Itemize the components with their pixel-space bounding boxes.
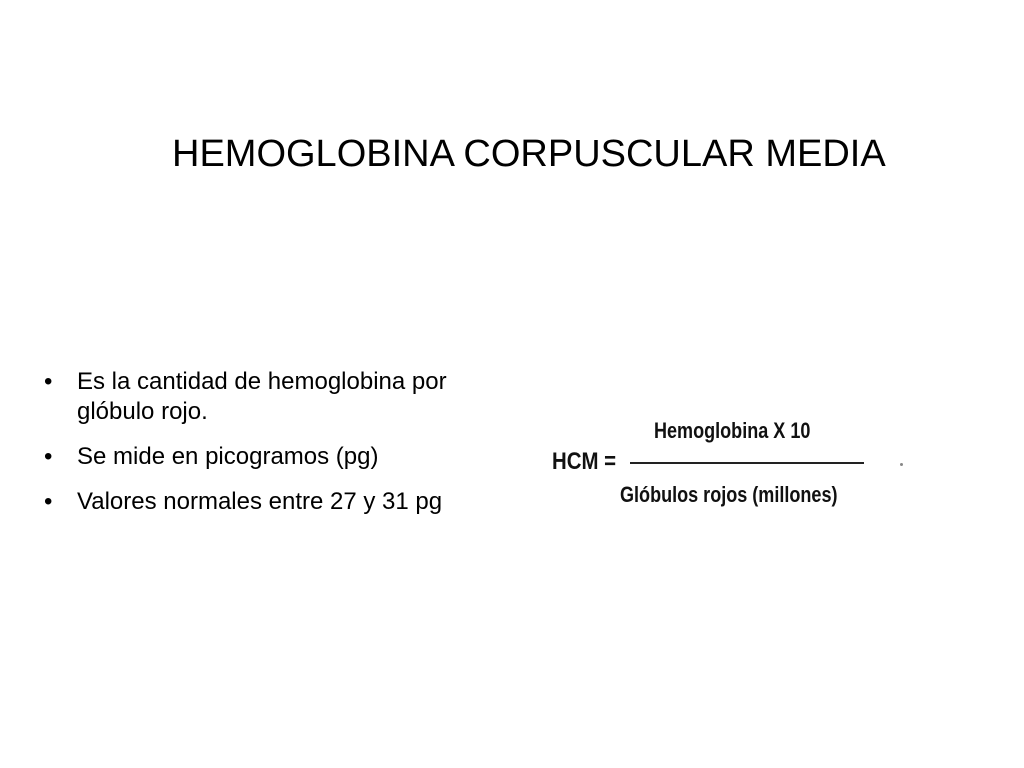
bullet-icon: •: [44, 443, 53, 470]
slide-title: HEMOGLOBINA CORPUSCULAR MEDIA: [172, 133, 886, 175]
bullet-text: Valores normales entre 27 y 31 pg: [77, 488, 443, 515]
formula-denominator: Glóbulos rojos (millones): [620, 482, 838, 507]
bullet-item: [32, 367, 512, 427]
hcm-formula-image: [542, 405, 912, 515]
fraction-bar: [630, 462, 864, 464]
bullet-item: [32, 487, 512, 517]
formula-numerator: Hemoglobina X 10: [654, 418, 811, 443]
bullet-list: [32, 367, 512, 532]
formula-lhs: HCM =: [552, 448, 617, 475]
bullet-item: [32, 442, 512, 472]
bullet-icon: •: [44, 368, 53, 395]
bullet-text: Es la cantidad de hemoglobina por glóbulo rojo.: [77, 368, 447, 425]
bullet-icon: •: [44, 488, 53, 515]
bullet-text: Se mide en picogramos (pg): [77, 443, 379, 470]
image-speck: [900, 463, 903, 466]
